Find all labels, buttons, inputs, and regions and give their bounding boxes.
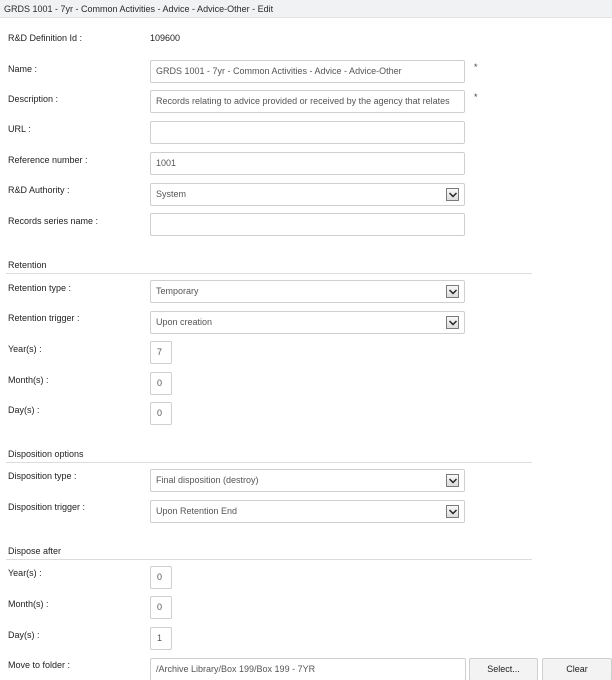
retention-trigger-select[interactable]: [150, 311, 465, 334]
disposition-section-title: Disposition options: [8, 449, 84, 459]
chevron-down-icon[interactable]: [446, 505, 459, 518]
retention-months-label: Month(s) :: [8, 375, 49, 385]
dispose-years-input[interactable]: 0: [150, 566, 172, 589]
dispose-years-label: Year(s) :: [8, 568, 42, 578]
retention-section-title: Retention: [8, 260, 47, 270]
move-to-folder-input[interactable]: /Archive Library/Box 199/Box 199 - 7YR: [150, 658, 466, 680]
chevron-down-icon[interactable]: [446, 316, 459, 329]
retention-years-input[interactable]: 7: [150, 341, 172, 364]
definition-id-label: R&D Definition Id :: [8, 33, 83, 43]
retention-years-label: Year(s) :: [8, 344, 42, 354]
authority-select[interactable]: [150, 183, 465, 206]
retention-type-value: Temporary: [156, 286, 199, 296]
chevron-down-icon[interactable]: [446, 474, 459, 487]
disposition-trigger-select[interactable]: [150, 500, 465, 523]
name-input[interactable]: GRDS 1001 - 7yr - Common Activities - Advice - Advice-Other: [150, 60, 465, 83]
records-series-name-input[interactable]: [150, 213, 465, 236]
disposition-divider: [6, 462, 532, 463]
definition-id-value: 109600: [150, 33, 181, 43]
dispose-after-section-title: Dispose after: [8, 546, 62, 556]
disposition-trigger-label: Disposition trigger :: [8, 502, 86, 512]
dispose-months-input[interactable]: 0: [150, 596, 172, 619]
chevron-down-icon[interactable]: [446, 188, 459, 201]
clear-folder-button[interactable]: Clear: [542, 658, 612, 680]
reference-number-label: Reference number :: [8, 155, 88, 165]
authority-value: System: [156, 189, 187, 199]
name-required-marker: *: [474, 62, 478, 72]
retention-type-label: Retention type :: [8, 283, 72, 293]
url-label: URL :: [8, 124, 31, 134]
description-required-marker: *: [474, 92, 478, 102]
retention-days-label: Day(s) :: [8, 405, 40, 415]
retention-type-select[interactable]: [150, 280, 465, 303]
retention-trigger-value: Upon creation: [156, 317, 213, 327]
records-series-name-label: Records series name :: [8, 216, 99, 226]
retention-days-input[interactable]: 0: [150, 402, 172, 425]
authority-label: R&D Authority :: [8, 185, 70, 195]
reference-number-input[interactable]: 1001: [150, 152, 465, 175]
name-label: Name :: [8, 64, 38, 74]
description-label: Description :: [8, 94, 59, 104]
dispose-after-divider: [6, 559, 532, 560]
window-title: GRDS 1001 - 7yr - Common Activities - Advice - Advice-Other - Edit: [0, 0, 612, 18]
dispose-days-label: Day(s) :: [8, 630, 40, 640]
retention-divider: [6, 273, 532, 274]
select-folder-button[interactable]: Select...: [469, 658, 538, 680]
disposition-type-value: Final disposition (destroy): [156, 475, 259, 485]
chevron-down-icon[interactable]: [446, 285, 459, 298]
disposition-type-label: Disposition type :: [8, 471, 77, 481]
disposition-type-select[interactable]: [150, 469, 465, 492]
url-input[interactable]: [150, 121, 465, 144]
dispose-days-input[interactable]: 1: [150, 627, 172, 650]
retention-trigger-label: Retention trigger :: [8, 313, 80, 323]
retention-months-input[interactable]: 0: [150, 372, 172, 395]
move-to-folder-label: Move to folder :: [8, 660, 71, 670]
disposition-trigger-value: Upon Retention End: [156, 506, 238, 516]
description-input[interactable]: Records relating to advice provided or received by the agency that relates: [150, 90, 465, 113]
dispose-months-label: Month(s) :: [8, 599, 49, 609]
